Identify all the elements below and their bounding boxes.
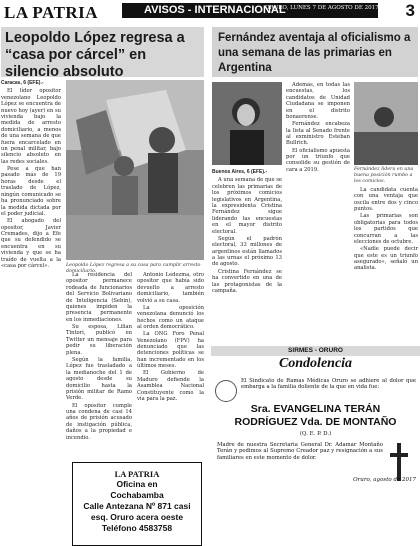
left-story-col-1 [1,80,61,490]
left-story-col-3 [137,272,204,472]
paragraph: Cristina Fernández se ha convertido en una de las protagonistas de la campaña. [212,268,282,294]
left-story-caption: Leopoldo López regresa a su casa para cumplir arresto domiciliario. [66,263,201,274]
condolence-header: SIRMES - ORURO [211,346,420,356]
condolence-text: Madre de nuestra Secretaria General Dr. Adamar Montaño Terán y pedimos al Supremo Creador paz y resignación a sus familiares en este momento de dolor. [217,442,383,461]
page-number: 3 [405,1,415,20]
condolence-rip: (Q. E. P. D.) [299,431,332,437]
paragraph: Antonio Ledezma, otro opositor que había sido devuelto a arresto domiciliario, también volvió a su casa. [137,272,204,304]
deceased-name-line-1: Sra. EVANGELINA TERÁN [250,403,381,415]
paragraph: La ONG Foro Penal Venezolano (FPV) ha denunciado que las detenciones políticas se han incrementado en los últimos meses. [137,331,204,370]
right-story-col-3 [354,187,418,334]
paragraph: Además, en todas las encuestas, los candidatos de Unidad Ciudadana se imponen en el distrito bonaerense. [286,82,350,121]
deceased-name [211,403,420,429]
right-story-col-1 [212,169,282,334]
right-story [212,27,418,336]
paragraph: La residencia del opositor permanece rodeada de funcionarios del Servicio Bolivariano de Inteligencia (Sebin), quienes impiden la presencia permanente en los inmediaciones. [66,272,132,323]
ad-line: Cochabamba [110,490,164,500]
paragraph: El líder opositor venezolano Leopoldo López se encuentra de nuevo hoy (ayer) en su vivienda bajo la medida de arresto domiciliario, a menos de una semana de que fuera encarcelado en un penal militar, bajo silencio absoluto en las redes sociales. [1,88,61,165]
paragraph: La oposición venezolana denunció los hechos como un ataque al orden democrático. [137,304,204,331]
paragraph: El Gobierno de Maduro defiende la Asamblea Nacional Constituyente como la vía para la paz. [137,370,204,403]
right-story-byline: Buenos Aires, 6 (EFE).- [212,169,268,175]
condolence-signature: Oruro, agosto de 2017 [353,477,416,483]
paragraph: Las primarias son obligatorias para todos los partidos que concurran a las elecciones de octubre. [354,213,418,246]
condolence-title: Condolencia [278,356,353,371]
paragraph: Según la familia, López fue trasladado a la medianoche del 1 de agosto desde su domicilio hasta la prisión militar de Ramo Verde. [66,356,132,402]
fernandez-photo-2-image [354,82,418,165]
paragraph: Según el padrón electoral, 33 millones de argentinos están llamados a las urnas el próximo 13 de agosto. [212,235,282,268]
newspaper-brand: LA PATRIA [4,3,99,22]
paragraph: Fernández encabeza la lista al Senado frente al exministro Esteban Bullrich. [286,121,350,147]
paragraph: El opositor cumple una condena de casi 14 años de prisión acusado de instigación pública, daños a la propiedad e incendio. [66,402,132,441]
right-story-headline: Fernández aventaja al oficialismo a una semana de las primarias en Argentina [212,27,418,77]
deceased-name-line-2: RODRÍGUEZ Vda. DE MONTAÑO [234,416,397,428]
paragraph: A una semana de que se celebren las primarias de los próximos comicios legislativos en Argentina, la expresidenta Cristina Fernández sigue liderando las encuestas en el mayor distrito electoral. [212,177,282,235]
paragraph: Pese a que han pasado más de 19 horas desde el traslado de López, ningún comunicado se ha pronunciado sobre la medida dictada por el poder judicial. [1,166,61,217]
paragraph: El oficialismo apuesta por un triunfo que consolide su gestión de cara a 2019. [286,147,350,173]
ad-line: esq. Oruro acera oeste [90,512,184,522]
left-story-headline: Leopoldo López regresa a “casa por cárcel” en silencio absoluto [1,27,204,77]
right-story-col-2 [286,82,350,332]
condolence-notice [211,346,420,546]
right-story-caption: Fernández lidera en una buena posición rumbo a los comicios. [354,167,414,184]
paragraph: «Nadie puede decir que este es un triunfo asegurado», señaló un analista. [354,246,418,272]
sirmes-seal-icon [215,380,237,402]
ad-title: LA PATRIA [114,469,160,479]
ad-line: Oficina en [116,479,158,489]
ad-line: Calle Antezana Nº 871 casi [83,501,191,511]
fernandez-photo-image [212,82,282,165]
paragraph: La candidata cuenta con una ventaja que oscila entre dos y cinco puntos. [354,187,418,213]
fernandez-photo [212,82,282,165]
lopez-photo-image [66,80,204,260]
fernandez-photo-2 [354,82,418,165]
office-ad [72,462,202,546]
masthead [0,0,420,22]
paragraph: El abogado del opositor, Javier Cremades, dijo a Efe que su defendido se encuentra en su vivienda y que se ha traído de vuelta a la «casa por cárcel». [1,218,61,269]
paragraph: Su esposa, Lilian Tintori, publicó en Twitter un mensaje para pedir su liberación plena. [66,324,132,356]
left-story-byline: Caracas, 6 (EFE).- [1,80,44,86]
dateline: ORURO, LUNES 7 DE AGOSTO DE 2017 [265,5,379,11]
left-story-col-2 [66,272,132,472]
condolence-intro: El Sindicato de Ramas Médicas Oruro se adhiere al dolor que embarga a la familia doliente de la que en vida fue: [241,378,416,391]
ad-line: Teléfono 4583758 [101,523,173,533]
section-title: AVISOS - INTERNACIONAL [144,4,286,16]
lopez-photo [66,80,204,260]
